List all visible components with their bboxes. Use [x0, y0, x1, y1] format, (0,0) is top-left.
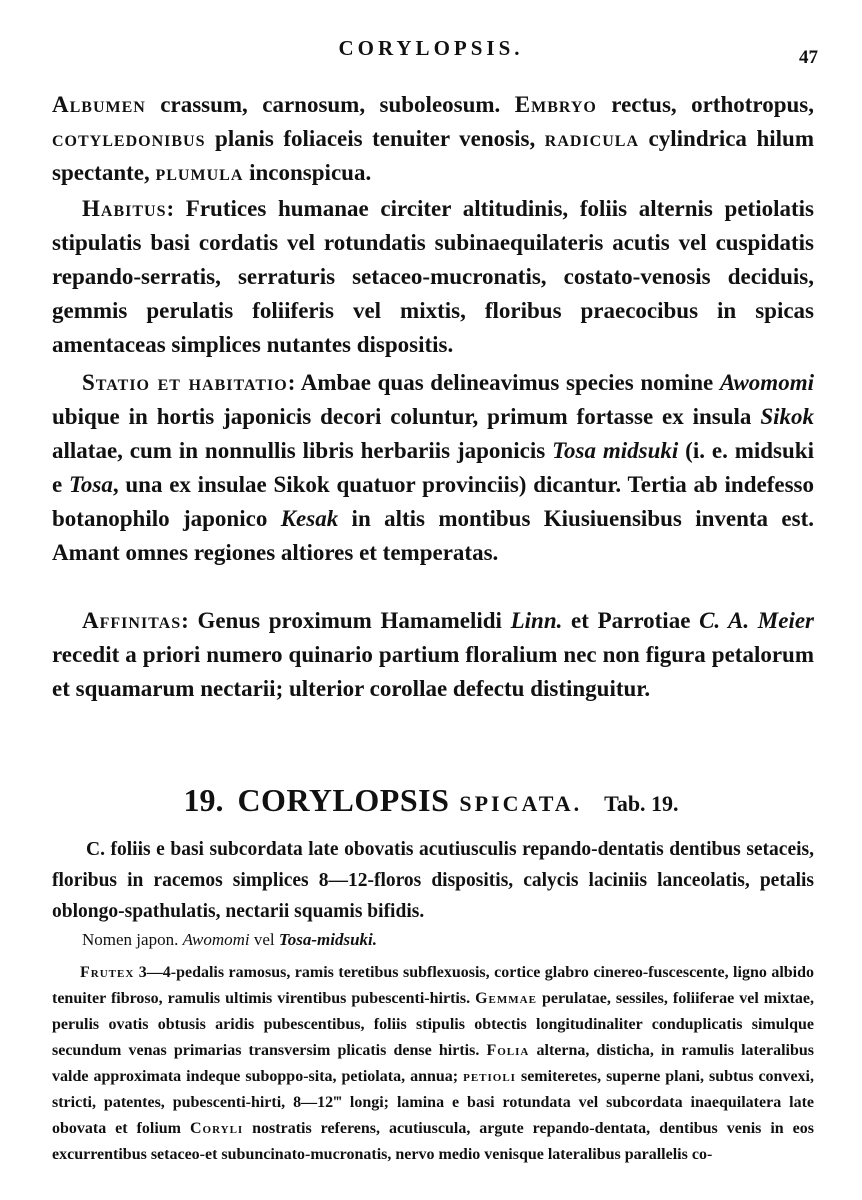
statio-text-2: ubique in hortis japonicis decori coluntur, primum fortasse ex insula: [52, 404, 761, 429]
affinitas-text-1: : Genus proximum Hamamelidi: [181, 608, 511, 633]
species-genus: CORYLOPSIS: [237, 782, 450, 818]
embryo-text: rectus, orthotropus,: [596, 92, 814, 117]
author-meier: C. A. Meier: [699, 608, 814, 633]
nomen-tosa-midsuki: Tosa-midsuki.: [278, 930, 378, 949]
term-radicula: radicula: [544, 126, 639, 151]
habitus-paragraph: [52, 192, 814, 362]
statio-text-5: , una ex insulae Sikok quatuor provinciis) dicantur. Tertia ab indefesso botanophilo japonico: [52, 472, 814, 531]
term-folia: Folia: [486, 1042, 530, 1059]
name-kesak: Kesak: [280, 506, 339, 531]
description-text-3: alterna, disticha, in ramulis lateralibus valde approximata indeque suboppo-sita, petiolata, annua;: [52, 1042, 814, 1085]
species-epithet: SPICATA.: [459, 791, 583, 816]
habitus-text: : Frutices humanae circiter altitudinis, foliis alternis petiolatis stipulatis basi cordatis vel rotundatis subinaequilateris acutis vel cuspidatis repando-serratis, serraturis setaceo-mucronatis, costato-venosis deciduis, gemmis perulatis foliiferis vel mixtis, floribus praecocibus in spicas amentaceas simplices nutantes dispositis.: [52, 196, 814, 357]
term-habitus: Habitus: [82, 196, 167, 221]
term-frutex: Frutex: [80, 964, 135, 981]
term-albumen: Albumen: [52, 92, 146, 117]
radicula-text: cylindrica hilum spectante,: [52, 126, 814, 185]
author-linn: Linn.: [510, 608, 563, 633]
statio-text-3: allatae, cum in nonnullis libris herbariis japonicis: [52, 438, 553, 463]
term-petioli: petioli: [463, 1068, 516, 1085]
statio-paragraph: [52, 366, 814, 570]
affinitas-paragraph: [52, 604, 814, 706]
nomen-label: Nomen japon.: [82, 930, 183, 949]
page-number: 47: [799, 47, 818, 68]
nomen-conjunction: vel: [249, 930, 279, 949]
name-tosa: Tosa: [68, 472, 113, 497]
page-header: [0, 36, 862, 66]
term-embryo: Embryo: [514, 92, 597, 117]
species-heading: [0, 782, 862, 819]
nomen-awomomi: Awomomi: [182, 930, 250, 949]
name-sikok: Sikok: [760, 404, 814, 429]
cotyledonibus-text: planis foliaceis tenuiter venosis,: [205, 126, 545, 151]
description-text-1: 3—4-pedalis ramosus, ramis teretibus subflexuosis, cortice glabro cinereo-fuscescente, ligno albido tenuiter fibroso, ramulis ultimis virentibus pubescenti-hirtis.: [52, 964, 814, 1007]
species-number: 19.: [183, 782, 224, 818]
plumula-text: inconspicua.: [243, 160, 372, 185]
term-statio: Statio et habitatio: [82, 370, 288, 395]
statio-text-4: (i. e. midsuki e: [52, 438, 814, 497]
statio-text-6: in altis montibus Kiusiuensibus inventa est. Amant omnes regiones altiores et temperatas.: [52, 506, 814, 565]
species-description: [52, 960, 814, 1168]
name-awomomi: Awomomi: [719, 370, 814, 395]
affinitas-text-3: recedit a priori numero quinario partium floralium nec non figura petalorum et squamarum nectarii; ulterior corollae defectu distinguitur.: [52, 642, 814, 701]
name-tosa-midsuki: Tosa midsuki: [552, 438, 679, 463]
plate-reference: Tab. 19.: [604, 791, 679, 816]
affinitas-text-2: et Parrotiae: [562, 608, 700, 633]
diagnosis-text: C. foliis e basi subcordata late obovatis acutiusculis repando-dentatis dentibus setaceis, floribus in racemos simplices 8—12-floros dispositis, calycis laciniis lanceolatis, petalis oblongo-spathulatis, nectarii squamis bifidis.: [52, 839, 814, 922]
description-text-5: nostratis referens, acutiuscula, argute repando-dentata, dentibus venis in eos excurrentibus setaceo-et subuncinato-mucronatis, nervo medio venisque lateralibus parallelis co-: [52, 1120, 814, 1163]
term-plumula: plumula: [155, 160, 244, 185]
term-coryli: Coryli: [189, 1120, 244, 1137]
statio-text-1: : Ambae quas delineavimus species nomine: [287, 370, 720, 395]
species-diagnosis: [52, 834, 814, 927]
japanese-name-line: [82, 928, 812, 952]
albumen-paragraph: [52, 88, 814, 190]
term-gemmae: Gemmae: [475, 990, 537, 1007]
term-cotyledonibus: cotyledonibus: [52, 126, 206, 151]
running-title: CORYLOPSIS.: [338, 36, 524, 60]
albumen-text: crassum, carnosum, suboleosum.: [145, 92, 515, 117]
description-text-2: perulatae, sessiles, foliiferae vel mixtae, perulis ovatis obtusis aridis pubescentibus, foliis stipulis obtectis longitudinaliter conduplicatis simulque secundum venas primarias transversim plicatis dense hirtis.: [52, 990, 814, 1059]
term-affinitas: Affinitas: [82, 608, 182, 633]
description-text-4: semiteretes, superne plani, subtus convexi, stricti, patentes, pubescenti-hirti, 8—12‴ longi; lamina e basi rotundata vel subcordata inaequilatera late obovata et folium: [52, 1068, 814, 1137]
